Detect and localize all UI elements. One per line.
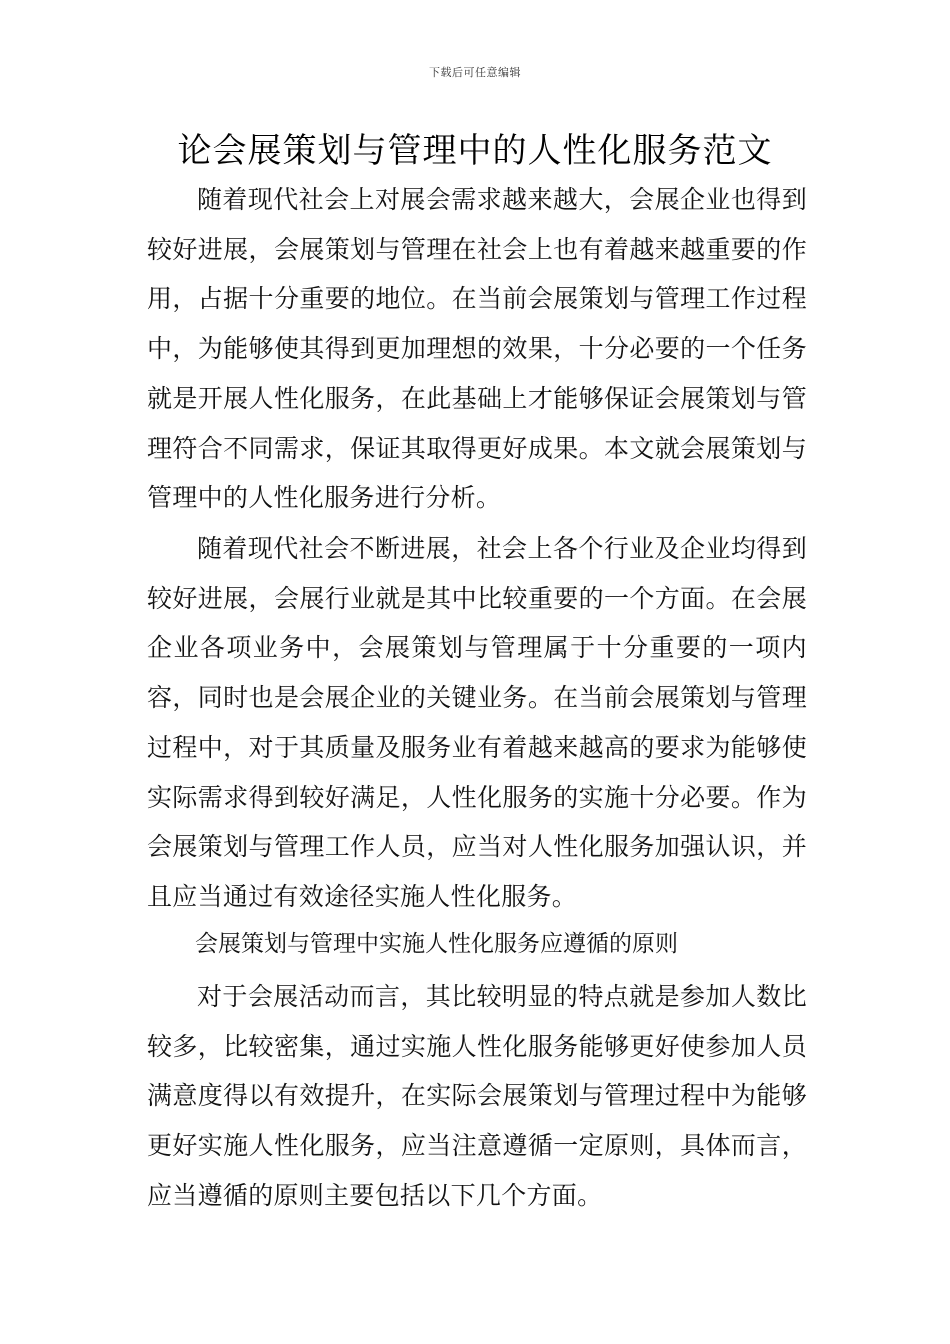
paragraph-text: 随着现代社会不断进展，社会上各个行业及企业均得到较好进展，会展行业就是其中比较重要的一个方面。在会展企业各项业务中，会展策划与管理属于十分重要的一项内容，同时也是会展企业的关键业务。在当前会展策划与管理过程中，对于其质量及服务业有着越来越高的要求为能够使实际需求得到较好满足，人性化服务的实施十分必要。作为会展策划与管理工作人员，应当对人性化服务加强认识，并且应当通过有效途径实施人性化服务。 xyxy=(147,534,807,911)
paragraph-section xyxy=(147,972,807,1221)
paragraph-text: 对于会展活动而言，其比较明显的特点就是参加人数比较多，比较密集，通过实施人性化服务能够更好使参加人员满意度得以有效提升，在实际会展策划与管理过程中为能够更好实施人性化服务，应当注意遵循一定原则，具体而言，应当遵循的原则主要包括以下几个方面。 xyxy=(147,982,807,1210)
document-title: 论会展策划与管理中的人性化服务范文 xyxy=(177,131,773,171)
paragraph-text: 随着现代社会上对展会需求越来越大，会展企业也得到较好进展，会展策划与管理在社会上也有着越来越重要的作用，占据十分重要的地位。在当前会展策划与管理工作过程中，为能够使其得到更加理想的效果，十分必要的一个任务就是开展人性化服务，在此基础上才能够保证会展策划与管理符合不同需求，保证其取得更好成果。本文就会展策划与管理中的人性化服务进行分析。 xyxy=(147,185,807,513)
paragraph-intro xyxy=(147,175,807,523)
section-heading: 会展策划与管理中实施人性化服务应遵循的原则 xyxy=(195,931,678,957)
paragraph-background xyxy=(147,524,807,922)
header-note: 下载后可任意编辑 xyxy=(429,66,521,79)
